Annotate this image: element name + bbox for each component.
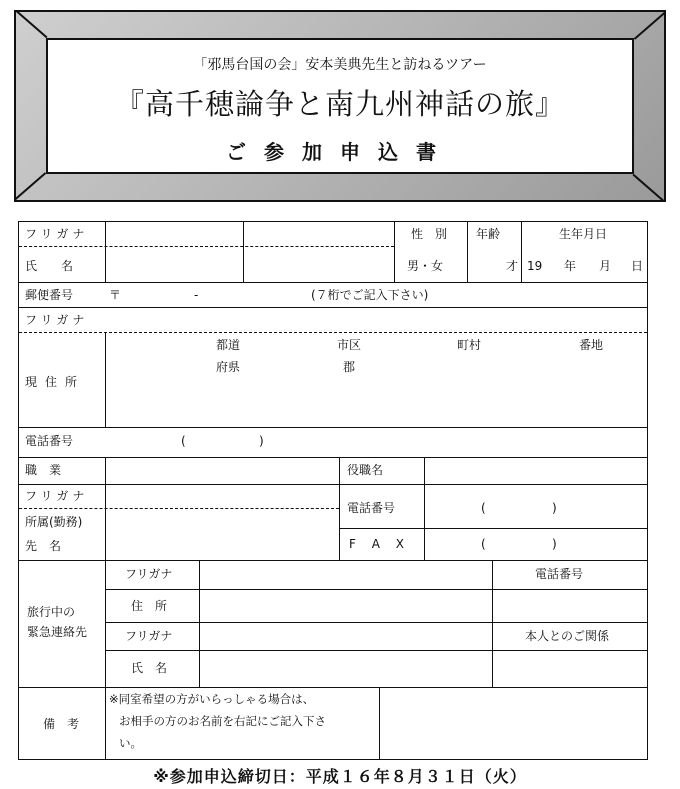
address-field[interactable] — [107, 334, 645, 425]
line — [243, 222, 244, 282]
birth-month-unit: 月 — [599, 259, 612, 273]
line — [19, 332, 647, 333]
remarks-note-1: ※同室希望の方がいらっしゃる場合は、 — [109, 692, 315, 706]
affiliation-furigana-label: フリガナ — [25, 489, 89, 503]
affiliation-label-1: 所属(勤務) — [25, 515, 83, 529]
birth-year-unit: 年 — [564, 259, 577, 273]
line — [424, 457, 425, 560]
line — [379, 687, 380, 759]
addr-fuken: 府県 — [216, 360, 241, 374]
line — [19, 282, 647, 283]
birth-era: 19 — [527, 259, 543, 273]
line — [467, 222, 468, 282]
line — [105, 332, 106, 427]
emergency-furigana-label-2: フリガナ — [125, 629, 173, 643]
age-label: 年齢 — [476, 227, 501, 241]
work-phone-label: 電話番号 — [347, 501, 396, 515]
emergency-label-2: 緊急連絡先 — [27, 625, 88, 639]
line — [19, 307, 647, 308]
address-label: 現住所 — [25, 375, 86, 389]
emergency-relation-field[interactable] — [494, 652, 645, 685]
affiliation-label-2: 先 名 — [25, 539, 62, 553]
remarks-note-2: お相手の方のお名前を右記にご記入下さ — [119, 714, 326, 728]
phone-field[interactable] — [119, 429, 639, 455]
furigana-field-1[interactable] — [107, 224, 241, 244]
phone-label: 電話番号 — [25, 434, 74, 448]
gender-label: 性 別 — [411, 227, 448, 241]
deadline-note: ※参加申込締切日：平成１６年８月３１日（火） — [153, 767, 527, 786]
addr-banchi: 番地 — [579, 338, 604, 352]
remarks-note-3: い。 — [119, 736, 142, 750]
position-field[interactable] — [426, 459, 645, 482]
form-name: ご参加申込書 — [226, 140, 454, 164]
work-phone-paren-open: ( — [481, 501, 486, 515]
furigana-field-2[interactable] — [245, 224, 392, 244]
emergency-phone-field[interactable] — [494, 591, 645, 621]
line — [521, 222, 522, 282]
header-subtitle: 「邪馬台国の会」安本美典先生と訪ねるツアー — [193, 57, 487, 73]
addr-gun: 郡 — [343, 360, 356, 374]
addr-shiku: 市区 — [337, 338, 362, 352]
line — [199, 560, 200, 687]
postal-mark: 〒 — [109, 288, 122, 302]
postal-dash: - — [194, 288, 199, 302]
emergency-label-1: 旅行中の — [27, 605, 76, 619]
header-frame — [14, 10, 666, 202]
addr-choson: 町村 — [457, 338, 482, 352]
line — [339, 528, 647, 529]
line — [105, 457, 106, 560]
occupation-field[interactable] — [107, 459, 337, 482]
emergency-contact-fields[interactable] — [201, 562, 490, 685]
remarks-field[interactable] — [381, 689, 645, 757]
name-label: 氏 名 — [25, 259, 74, 273]
line — [105, 687, 106, 759]
affiliation-field[interactable] — [107, 486, 337, 558]
fax-paren-open: ( — [481, 537, 486, 551]
occupation-label: 職 業 — [25, 463, 62, 477]
postal-label: 郵便番号 — [25, 288, 74, 302]
furigana-label: フリガナ — [25, 227, 89, 241]
postal-field[interactable] — [119, 284, 639, 305]
emergency-address-label: 住 所 — [131, 599, 168, 613]
emergency-furigana-label: フリガナ — [125, 567, 173, 581]
addr-todo: 都道 — [216, 338, 241, 352]
gender-options[interactable]: 男・女 — [407, 259, 444, 273]
remarks-label: 備 考 — [43, 717, 80, 731]
line — [105, 560, 106, 687]
position-label: 役職名 — [347, 463, 384, 477]
birthdate-label: 生年月日 — [559, 227, 608, 241]
age-unit: 才 — [506, 259, 519, 273]
emergency-name-label: 氏 名 — [131, 661, 168, 675]
header-panel — [46, 38, 634, 174]
page-title: 『高千穂論争と南九州神話の旅』 — [114, 87, 565, 121]
name-field-2[interactable] — [245, 249, 392, 280]
line — [394, 222, 395, 282]
line — [19, 687, 647, 688]
fax-label: F A X — [349, 537, 410, 551]
fax-paren-close: ) — [552, 537, 557, 551]
name-field-1[interactable] — [107, 249, 241, 280]
work-phone-paren-close: ) — [552, 501, 557, 515]
application-form — [18, 221, 648, 760]
emergency-relation-label: 本人とのご関係 — [525, 629, 610, 643]
birth-day-unit: 日 — [631, 259, 644, 273]
line — [105, 222, 106, 282]
address-furigana-label: フリガナ — [25, 313, 89, 327]
line — [492, 560, 493, 687]
line — [19, 484, 647, 485]
phone-paren-open: ( — [181, 434, 186, 448]
line — [19, 246, 394, 247]
emergency-phone-label: 電話番号 — [535, 567, 584, 581]
postal-note: (７桁でご記入下さい) — [311, 288, 429, 302]
phone-paren-close: ) — [259, 434, 264, 448]
line — [339, 457, 340, 560]
line — [19, 457, 647, 458]
line — [19, 427, 647, 428]
line — [19, 560, 647, 561]
